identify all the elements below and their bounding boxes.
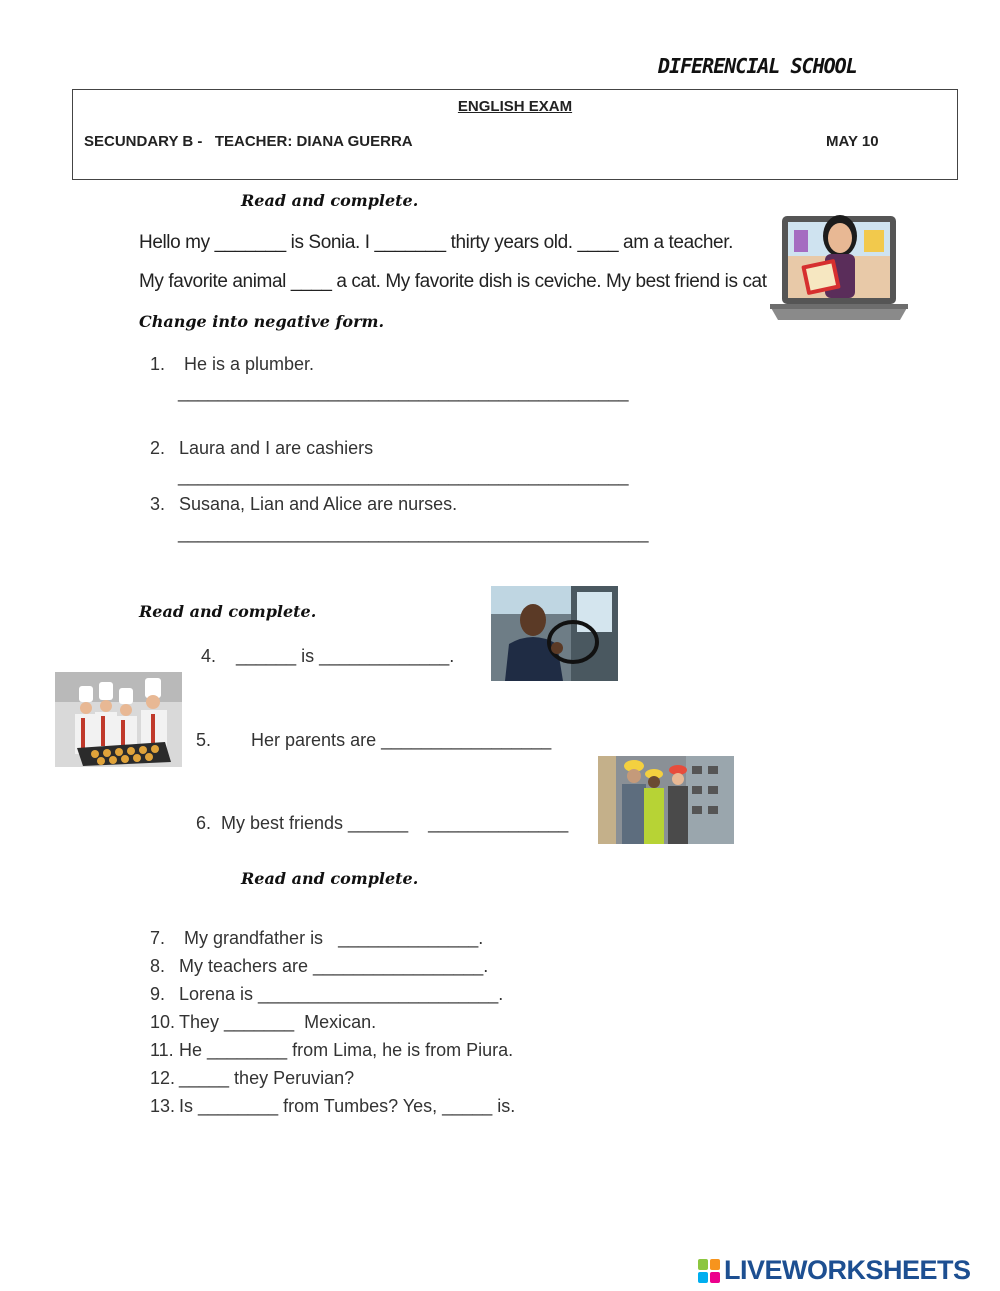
logo-text: LIVEWORKSHEETS [724, 1255, 971, 1285]
question-3-answer-line[interactable]: _______________________________________________ [178, 523, 649, 543]
school-name: DIFERENCIAL SCHOOL [658, 54, 857, 78]
question-12-number: 12. [150, 1068, 176, 1088]
question-13-number: 13. [150, 1096, 176, 1116]
section2-instruction: Change into negative form. [139, 312, 385, 331]
section4-instruction: Read and complete. [241, 869, 419, 888]
question-1-answer-line[interactable]: _____________________________________________ [178, 382, 629, 402]
question-7-text[interactable]: My grandfather is ______________. [179, 928, 484, 948]
question-8-text[interactable]: My teachers are _________________. [179, 956, 489, 976]
question-10-text[interactable]: They _______ Mexican. [179, 1012, 377, 1032]
question-11-text[interactable]: He ________ from Lima, he is from Piura. [179, 1040, 514, 1060]
liveworksheets-logo[interactable] [698, 1255, 971, 1286]
question-1-number: 1. [150, 354, 166, 374]
question-10-number: 10. [150, 1012, 176, 1032]
section3-instruction: Read and complete. [139, 602, 317, 621]
question-8-number: 8. [150, 956, 166, 976]
section1-instruction: Read and complete. [241, 191, 419, 210]
question-11-number: 11. [150, 1040, 174, 1060]
logo-icon [698, 1259, 720, 1283]
question-1-text: He is a plumber. [179, 354, 315, 374]
question-4[interactable]: 4. ______ is _____________. [201, 646, 455, 666]
engineers-photo [598, 756, 734, 844]
teacher-laptop-illustration [768, 196, 910, 326]
question-13-text[interactable]: Is ________ from Tumbes? Yes, _____ is. [179, 1096, 516, 1116]
class-teacher-info: SECUNDARY B - TEACHER: DIANA GUERRA [84, 133, 413, 150]
question-3-text: Susana, Lian and Alice are nurses. [179, 494, 458, 514]
exam-title: ENGLISH EXAM [457, 98, 573, 115]
question-9-text[interactable]: Lorena is ________________________. [179, 984, 504, 1004]
exam-header-box [72, 89, 958, 180]
question-2-text: Laura and I are cashiers [179, 438, 374, 458]
exam-date: MAY 10 [826, 133, 879, 150]
paragraph-line-1: Hello my _______ is Sonia. I _______ thirty years old. ____ am a teacher. [139, 232, 733, 253]
question-5[interactable]: 5. Her parents are _________________ [196, 730, 552, 750]
question-7-number: 7. [150, 928, 166, 948]
question-12-text[interactable]: _____ they Peruvian? [179, 1068, 355, 1088]
question-2-answer-line[interactable]: _____________________________________________ [178, 466, 629, 486]
bakers-photo [55, 672, 182, 767]
bus-driver-photo [491, 586, 618, 681]
paragraph-line-2: My favorite animal ____ a cat. My favorite dish is ceviche. My best friend is cat [139, 271, 767, 292]
question-9-number: 9. [150, 984, 166, 1004]
question-3-number: 3. [150, 494, 166, 514]
question-2-number: 2. [150, 438, 166, 458]
question-6[interactable]: 6. My best friends ______ ______________ [196, 813, 569, 833]
